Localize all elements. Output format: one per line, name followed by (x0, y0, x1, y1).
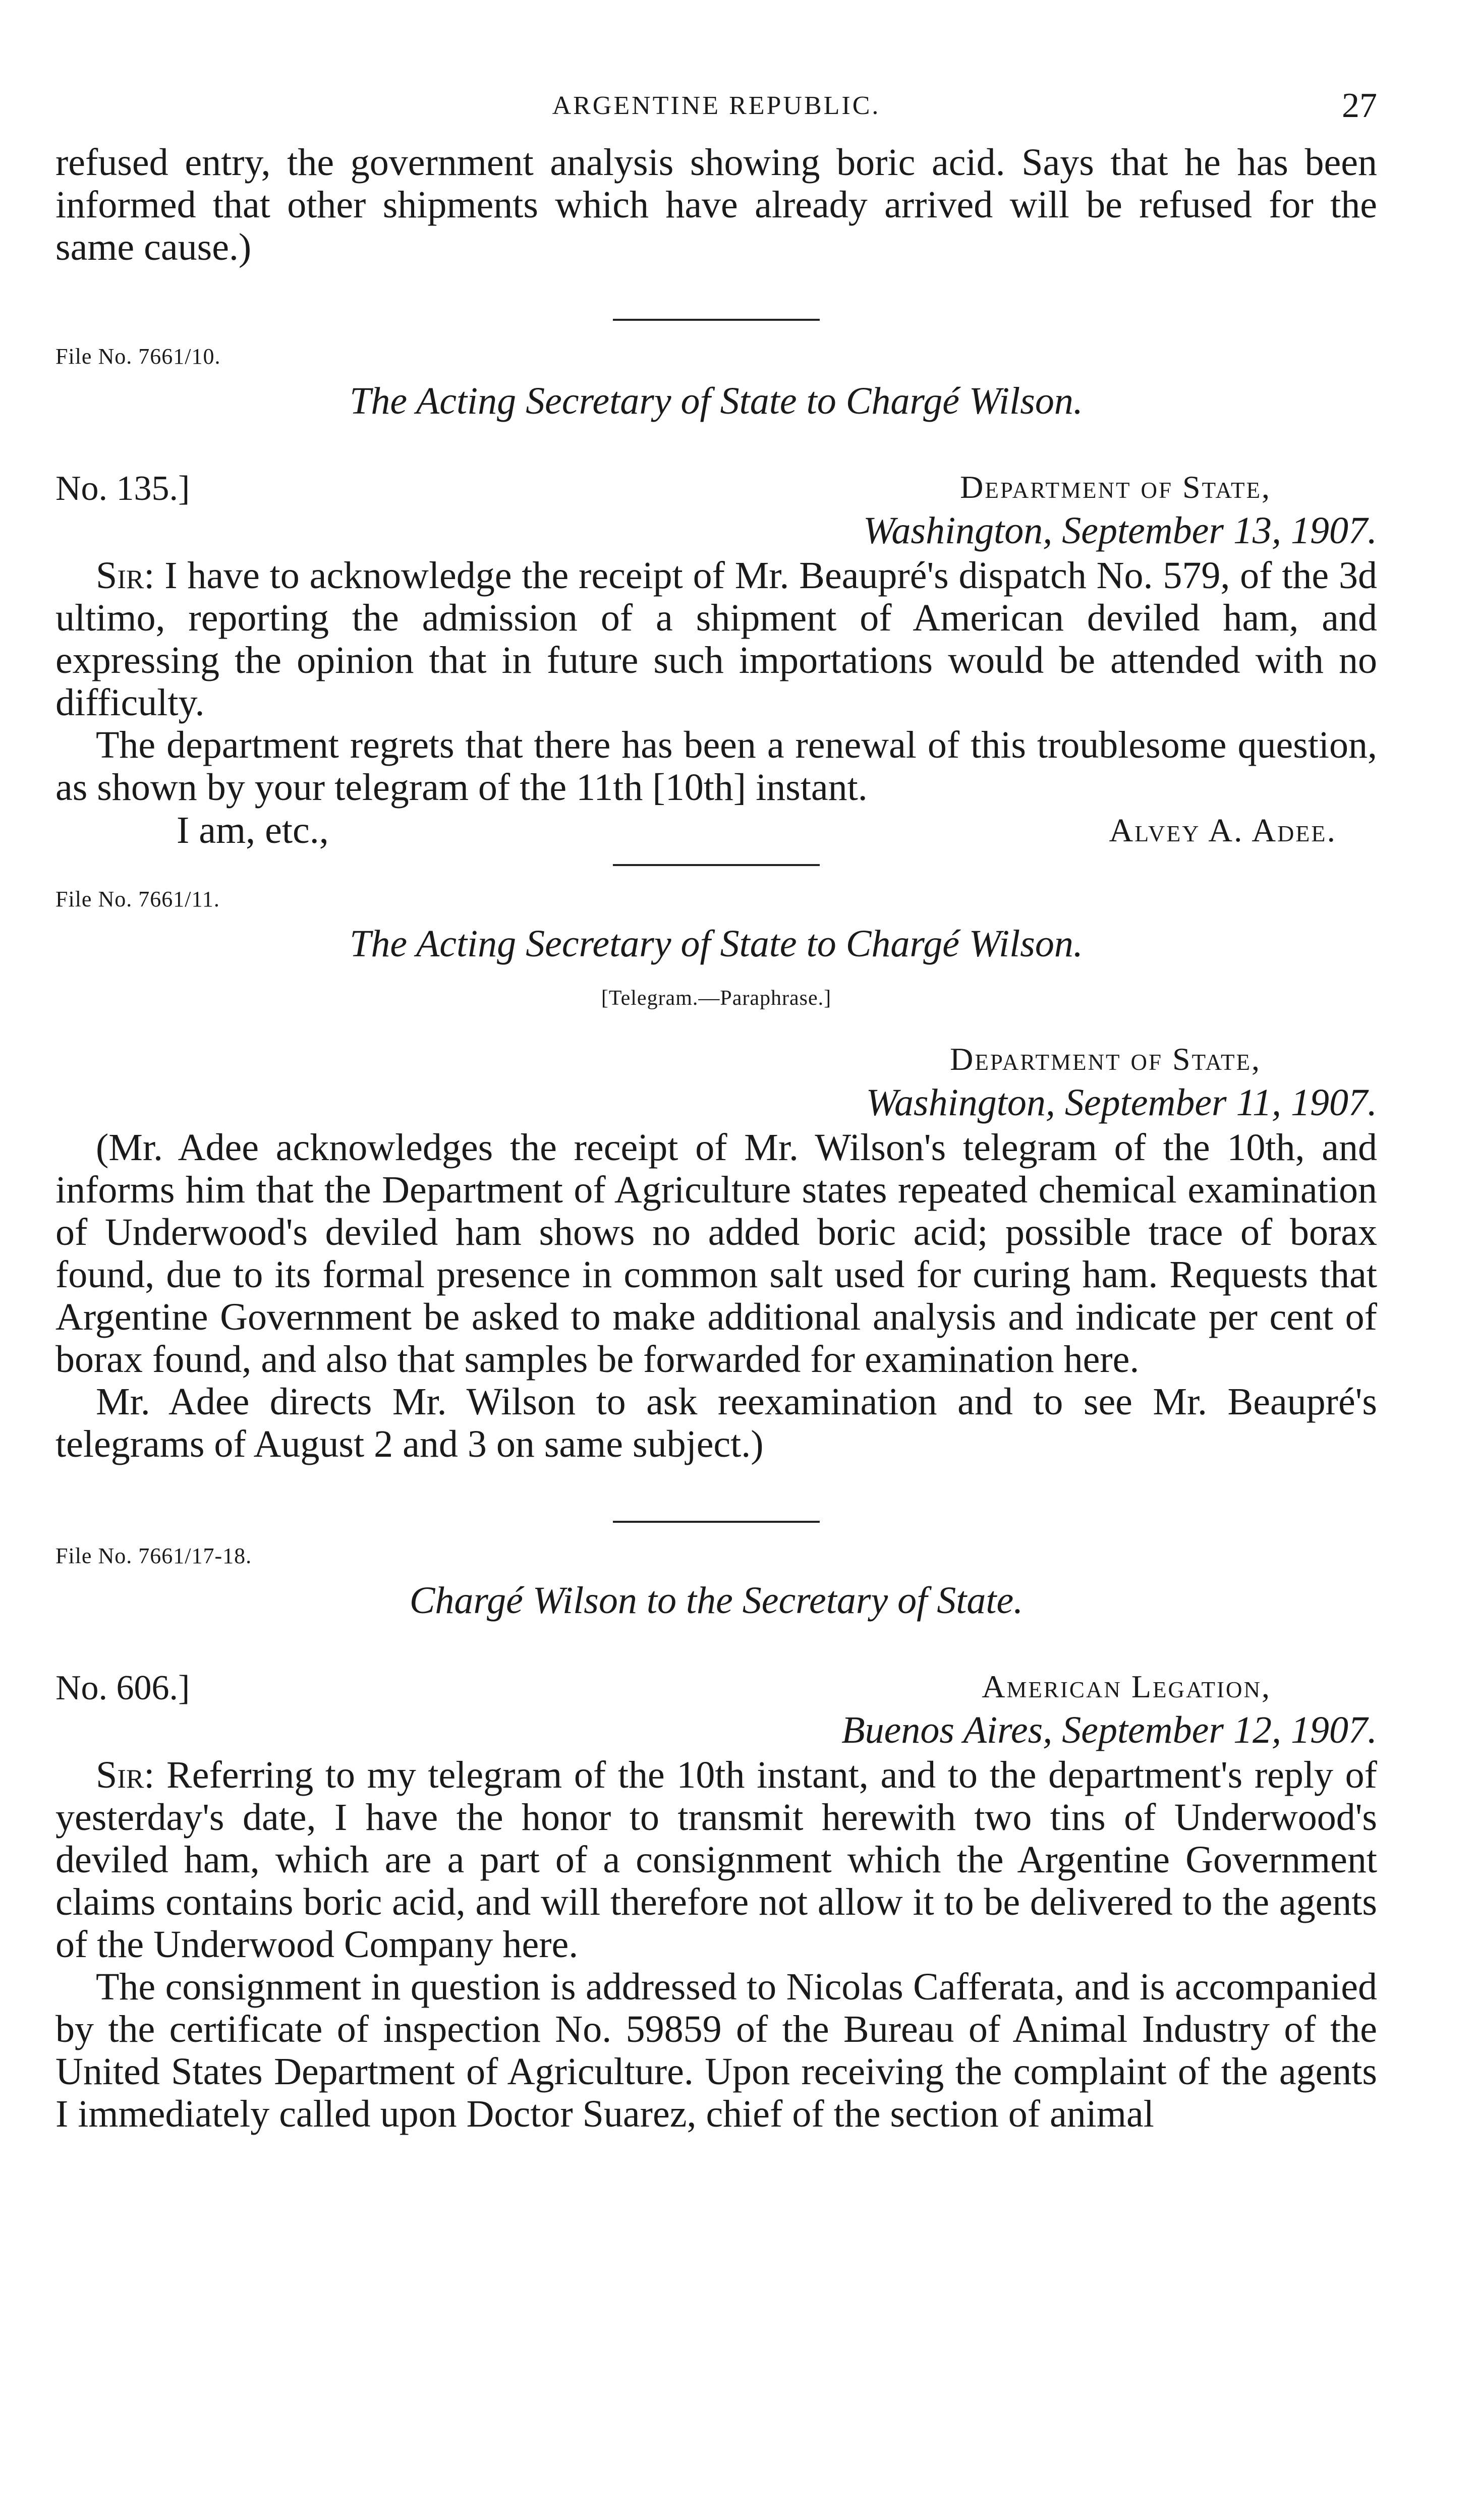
telegram-note: [Telegram.—Paraphrase.] (601, 987, 832, 1010)
body-paragraph (55, 554, 1377, 724)
body-paragraph: The department regrets that there has been a renewal of this troublesome question, as shown by your telegram of the 11th [10th] instant. (55, 724, 1377, 809)
sender-office: American Legation, (982, 1669, 1271, 1704)
place-date: Buenos Aires, September 12, 1907. (841, 1709, 1377, 1751)
document-7661-17-18 (55, 1543, 1377, 2135)
document-7661-11 (55, 886, 1377, 1465)
place-date: Washington, September 13, 1907. (863, 509, 1377, 552)
paragraph-text: Referring to my telegram of the 10th instant, and to the department's reply of yesterday's date, I have the honor to transmit herewith two tins of Underwood's deviled ham, which are a part of a consignment which the Argentine Government claims contains boric acid, and will therefore not allow it to be delivered to the agents of the Underwood Company here. (55, 1754, 1377, 1966)
document-title: The Acting Secretary of State to Chargé Wilson. (350, 923, 1083, 965)
sender-office: Department of State, (960, 469, 1271, 505)
body-paragraph: (Mr. Adee acknowledges the receipt of Mr. Wilson's telegram of the 10th, and informs him that the Department of Agriculture states repeated chemical examination of Underwood's deviled ham shows no added boric acid; possible trace of borax found, due to its formal presence in common salt used for curing ham. Requests that Argentine Government be asked to make additional analysis and indicate per cent of borax found, and also that samples be forwarded for examination here. (55, 1126, 1377, 1381)
dateline (55, 1668, 1377, 1754)
dateline (55, 1041, 1377, 1126)
body-paragraph: The consignment in question is addressed to Nicolas Cafferata, and is accompanied by the certificate of inspection No. 59859 of the Bureau of Animal Industry of the United States Department of Agriculture. Upon receiving the complaint of the agents I immediately called upon Doctor Suarez, chief of the section of animal (55, 1966, 1377, 2135)
file-number: File No. 7661/10. (55, 344, 221, 369)
dateline (55, 469, 1377, 554)
document-title: The Acting Secretary of State to Chargé Wilson. (350, 380, 1083, 422)
file-number: File No. 7661/11. (55, 887, 220, 911)
body-paragraph: Mr. Adee directs Mr. Wilson to ask reexamination and to see Mr. Beaupré's telegrams of August 2 and 3 on same subject.) (55, 1381, 1377, 1465)
sender-office: Department of State, (950, 1041, 1261, 1077)
document-7661-10 (55, 343, 1377, 854)
document-page (55, 86, 1377, 2135)
dispatch-number: No. 135.] (55, 469, 190, 508)
paragraph-text: I have to acknowledge the receipt of Mr. Beaupré's dispatch No. 579, of the 3d ultimo, reporting the admission of a shipment of American deviled ham, and expressing the opinion that in future such importations would be attended with no difficulty. (55, 554, 1377, 724)
salutation: Sir: (96, 1754, 155, 1796)
closing: I am, etc., (177, 809, 329, 851)
body-paragraph (55, 1754, 1377, 1966)
page-number: 27 (1342, 86, 1377, 125)
continuation-paragraph: refused entry, the government analysis showing boric acid. Says that he has been informed that other shipments which have already arrived will be refused for the same cause.) (55, 141, 1377, 268)
page-header (55, 86, 1377, 141)
running-head: ARGENTINE REPUBLIC. (552, 91, 881, 120)
place-date: Washington, September 11, 1907. (866, 1081, 1377, 1124)
dispatch-number: No. 606.] (55, 1669, 190, 1707)
signature: Alvey A. Adee. (1109, 812, 1337, 849)
salutation: Sir: (96, 554, 155, 597)
document-title: Chargé Wilson to the Secretary of State. (409, 1579, 1024, 1622)
file-number: File No. 7661/17-18. (55, 1543, 252, 1568)
signoff (55, 809, 1377, 854)
